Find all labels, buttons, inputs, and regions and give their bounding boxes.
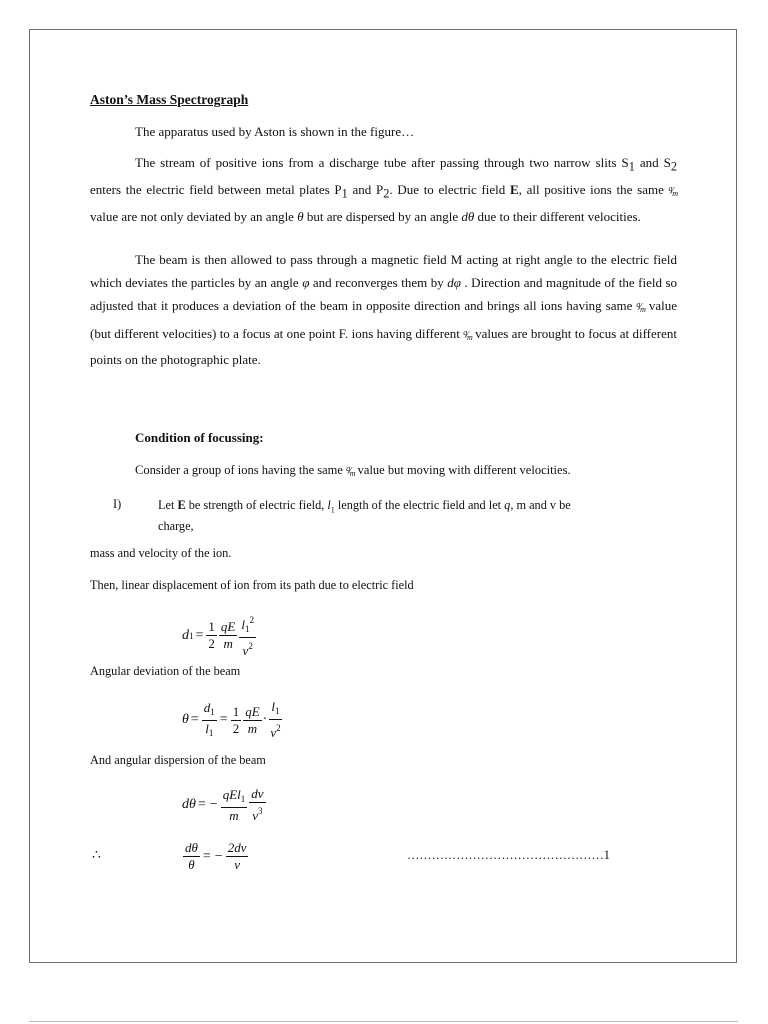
q-over-m-fraction: $^q⁄_m$ [346, 464, 355, 478]
text-angular-deviation: Angular deviation of the beam [90, 664, 241, 678]
section-heading-focussing: Condition of focussing: [135, 430, 264, 445]
paragraph-intro: The apparatus used by Aston is shown in the figure… [135, 124, 415, 139]
equation-linear-displacement: d 1 = $\frac{1}{2}$ qE m $l_1^2$ $v^2$ [182, 612, 257, 659]
equation-angular-dispersion: dθ = − qEl$_1$ m dv $v^3$ [182, 786, 264, 823]
paragraph-ion-stream: The stream of positive ions from a discharge tube after passing through two narrow slits $S_1$ and $S_2$ enters the electric field between metal plates $P_1$ and $P_2$. Due to electric field E, all positive ions the same $^q⁄_m$ value are not only deviated by an angle θ but are dispersed by an angle dθ due to their different velocities. [90, 155, 678, 224]
paragraph-magnetic-field: The beam is then allowed to pass through a magnetic field M acting at right angle to the electric field which deviates the particles by an angle φ and reconverges them by dφ . Direction and magnitude of the field so adjusted that it produces a deviation of the beam in opposite direction and brings all ions having same $^q⁄_m$ value (but different velocities) to a focus at one point F. ions having different $^q⁄_m$ values are brought to focus at different points on the photographic plate. [90, 252, 678, 367]
list-item-electric-field: Let E be strength of electric field, $l_1$ length of the electric field and let q, m and v be charge, [158, 498, 571, 534]
q-over-m-fraction: $^q⁄_m$ [668, 184, 677, 199]
list-marker: I) [113, 497, 122, 511]
q-over-m-fraction: $^q⁄_m$ [463, 327, 472, 342]
text-linear-displacement: Then, linear displacement of ion from its path due to electric field [90, 578, 414, 592]
q-over-m-fraction: $^q⁄_m$ [636, 300, 645, 314]
text-angular-dispersion: And angular dispersion of the beam [90, 753, 266, 767]
paragraph-consider: Consider a group of ions having the same $^q⁄_m$ value but moving with different velocities. [135, 463, 571, 478]
page-bottom-rule [29, 1021, 738, 1022]
equation-number-1: …………………………………………1 [407, 848, 610, 862]
equation-angular-deviation: θ = $\frac{d_1}{l_1}$ = $\frac{1}{2}$ qE m · $l_1$ $v^2$ [182, 699, 281, 740]
therefore-symbol: ∴ [92, 848, 101, 863]
text-mass-velocity: mass and velocity of the ion. [90, 546, 232, 560]
page-title: Aston’s Mass Spectrograph [90, 92, 249, 107]
equation-relative-dispersion: $\frac{d\theta}{\theta}$ = − $\frac{2dv}{v}$ [185, 840, 247, 872]
